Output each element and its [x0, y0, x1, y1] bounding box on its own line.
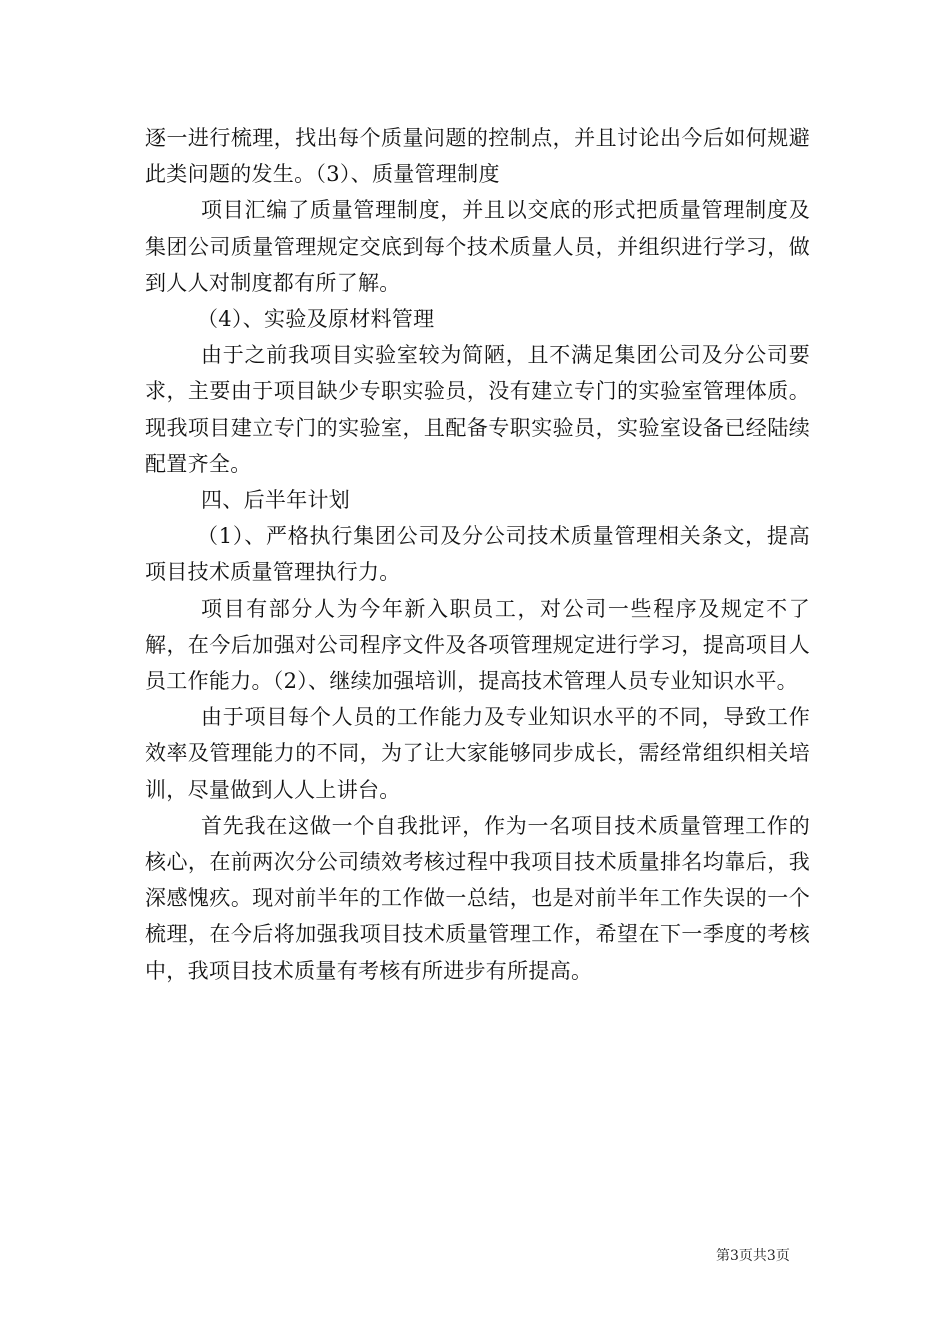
heading-second-half-plan: 四、后半年计划 [201, 488, 351, 513]
paragraph-new-staff: 项目有部分人为今年新入职员工，对公司一些程序及规定不了解，在今后加强对公司程序文件及各项管理规定进行学习，提高项目人员工作能力。（2）、继续加强培训，提高技术管理人员专业知识水平。 [145, 596, 810, 694]
page-number-footer: 第3页共3页 [716, 1248, 790, 1264]
paragraph-continuation: 逐一进行梳理，找出每个质量问题的控制点，并且讨论出今后如何规避此类问题的发生。（3）、质量管理制度 [145, 126, 810, 187]
paragraph-training: 由于项目每个人员的工作能力及专业知识水平的不同，导致工作效率及管理能力的不同，为了让大家能够同步成长，需经常组织相关培训，尽量做到人人上讲台。 [145, 705, 810, 802]
paragraph-plan-item-1: （1）、严格执行集团公司及分公司技术质量管理相关条文，提高项目技术质量管理执行力。 [145, 524, 810, 585]
paragraph-self-criticism: 首先我在这做一个自我批评，作为一名项目技术质量管理工作的核心，在前两次分公司绩效考核过程中我项目技术质量排名均靠后，我深感愧疚。现对前半年的工作做一总结，也是对前半年工作失误的一个梳理，在今后将加强我项目技术质量管理工作，希望在下一季度的考核中，我项目技术质量有考核有所进步有所提高。 [145, 813, 810, 983]
document-body [145, 120, 810, 989]
paragraph-quality-system: 项目汇编了质量管理制度，并且以交底的形式把质量管理制度及集团公司质量管理规定交底到每个技术质量人员，并组织进行学习，做到人人对制度都有所了解。 [145, 198, 810, 295]
paragraph-lab: 由于之前我项目实验室较为简陋，且不满足集团公司及分公司要求，主要由于项目缺少专职实验员，没有建立专门的实验室管理体质。现我项目建立专门的实验室，且配备专职实验员，实验室设备已经陆续配置齐全。 [145, 343, 810, 476]
heading-lab-materials: （4）、实验及原材料管理 [197, 307, 435, 332]
